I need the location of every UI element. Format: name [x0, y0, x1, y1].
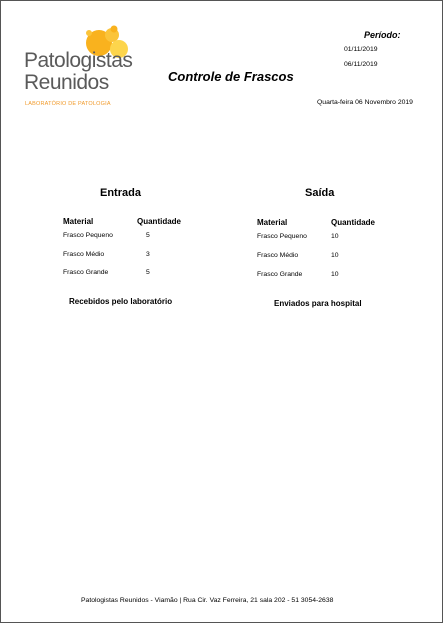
- saida-row-quantidade: 10: [331, 252, 339, 259]
- entrada-row-material: Frasco Pequeno: [63, 232, 113, 239]
- period-end: 06/11/2019: [344, 61, 378, 68]
- entrada-col-quantidade: Quantidade: [137, 217, 182, 226]
- entrada-col-material: Material: [63, 217, 94, 226]
- saida-row-quantidade: 10: [331, 233, 339, 240]
- logo-subtitle: LABORATÓRIO DE PATOLOGIA: [25, 101, 111, 107]
- entrada-title: Entrada: [100, 187, 141, 199]
- entrada-row-quantidade: 5: [146, 232, 150, 239]
- saida-row-quantidade: 10: [331, 271, 339, 278]
- saida-caption: Enviados para hospital: [274, 299, 362, 308]
- entrada-caption: Recebidos pelo laboratório: [69, 297, 173, 306]
- saida-col-quantidade: Quantidade: [331, 218, 376, 227]
- document-title: Controle de Frascos: [168, 69, 294, 84]
- saida-col-material: Material: [257, 218, 288, 227]
- saida-row-material: Frasco Grande: [257, 271, 303, 278]
- entrada-row-quantidade: 5: [146, 269, 150, 276]
- saida-title: Saída: [305, 187, 335, 199]
- period-label: Período:: [364, 30, 401, 40]
- entrada-row-quantidade: 3: [146, 251, 150, 258]
- saida-row-material: Frasco Pequeno: [257, 233, 307, 240]
- entrada-row-material: Frasco Médio: [63, 251, 105, 258]
- saida-row-material: Frasco Médio: [257, 252, 299, 259]
- logo-line-1: Patologistas: [24, 49, 133, 72]
- logo-line-2: Reunidos: [24, 71, 109, 94]
- footer-text: Patologistas Reunidos - Viamão | Rua Cir. Vaz Ferreira, 21 sala 202 - 51 3054-2638: [81, 597, 334, 604]
- period-start: 01/11/2019: [344, 46, 378, 53]
- issued-date: Quarta-feira 06 Novembro 2019: [317, 99, 413, 106]
- entrada-row-material: Frasco Grande: [63, 269, 109, 276]
